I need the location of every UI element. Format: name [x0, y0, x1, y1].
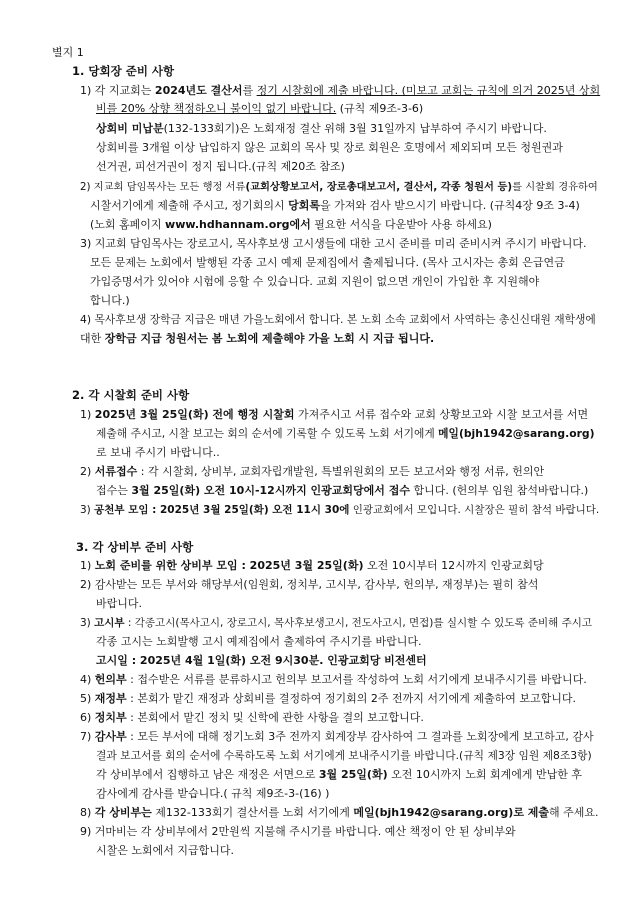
section-3-title: 3. 각 상비부 준비 사항	[76, 540, 194, 554]
s2-item2-line2: 접수는 3월 25일(화) 오전 10시-12시까지 인광교회당에서 접수 합니다. (헌의부 임원 참석바랍니다.)	[96, 484, 589, 497]
attachment-label: 별지 1	[52, 46, 84, 59]
s2-item1-line1: 1) 2025년 3월 25일(화) 전에 행정 시찰회 가져주시고 서류 접수와 교회 상황보고와 시찰 보고서를 서면	[80, 408, 589, 421]
s3-item9-line1: 9) 거마비는 각 상비부에서 2만원씩 지불해 주시기를 바랍니다. 예산 책정이 안 된 상비부와	[80, 825, 516, 838]
s3-item7-line2: 결과 보고서를 회의 순서에 수록하도록 노회 서기에게 보내주시기를 바랍니다.(규칙 제3장 임원 제8조3항)	[96, 749, 592, 762]
s3-item1-line1: 1) 노회 준비를 위한 상비부 모임 : 2025년 3월 25일(화) 오전 10시부터 12시까지 인광교회당	[80, 559, 544, 572]
s1-item4-line1: 4) 목사후보생 장학금 지급은 매년 가을노회에서 합니다. 본 노회 소속 교회에서 사역하는 총신신대원 재학생에	[80, 313, 596, 326]
s1-item1-line4: 상회비를 3개월 이상 납입하지 않은 교회의 목사 및 장로 회원은 호명에서 제외되며 모든 청원권과	[96, 141, 563, 154]
s1-item3-line4: 합니다.)	[90, 294, 130, 307]
s1-item1-line5: 선거권, 피선거권이 정지 됩니다.(규칙 제20조 참조)	[96, 160, 345, 173]
s1-item4-line2: 대한 장학금 지급 청원서는 봄 노회에 제출해야 가을 노회 시 지급 됩니다.	[80, 332, 435, 345]
section-1-title: 1. 당회장 준비 사항	[72, 64, 175, 78]
s1-item2-line1: 2) 지교회 담임목사는 모든 행정 서류(교회상황보고서, 장로총대보고서, 결산서, 각종 청원서 등)를 시찰회 경유하여	[80, 181, 598, 193]
s3-item3-exam-date: 고시일 : 2025년 4월 1일(화) 오전 9시30분. 인광교회당 비전센터	[96, 654, 427, 667]
s3-item3-line2: 각종 고시는 노회발행 고시 예제집에서 출제하여 주시기를 바랍니다.	[96, 635, 422, 648]
s2-item1-line3: 로 보내 주시기 바랍니다..	[96, 446, 220, 459]
s3-item5-line1: 5) 재정부 : 본회가 맡긴 재정과 상회비를 결정하여 정기회의 2주 전까지 서기에게 제출하여 보고합니다.	[80, 692, 577, 705]
s3-item7-line1: 7) 감사부 : 모든 부서에 대해 정기노회 3주 전까지 회계장부 감사하여 그 결과를 노회장에게 보고하고, 감사	[80, 730, 594, 743]
s2-item3-line1: 3) 공천부 모임 : 2025년 3월 25일(화) 오전 11시 30에 인광교회에서 모입니다. 시찰장은 필히 참석 바랍니다.	[80, 504, 600, 516]
s1-item1-line2: 비를 20% 상향 책정하오니 불이익 없기 바랍니다. (규칙 제9조-3-6)	[96, 102, 424, 115]
s3-item8-line1: 8) 각 상비부는 제132-133회기 결산서를 노회 서기에게 메일(bjh1942@sarang.org)로 제출해 주세요.	[80, 806, 599, 819]
s3-item6-line1: 6) 정치부 : 본회에서 맡긴 정치 및 신학에 관한 사항을 결의 보고합니다.	[80, 711, 424, 724]
s3-item9-line2: 시찰은 노회에서 지급합니다.	[96, 844, 235, 857]
s1-item2-line2: 시찰서기에게 제출해 주시고, 정기회의시 당회록을 가져와 검사 받으시기 바랍니다. (규칙4장 9조 3-4)	[90, 199, 580, 212]
s2-item1-line2: 제출해 주시고, 시찰 보고는 회의 순서에 기록할 수 있도록 노회 서기에게 메일(bjh1942@sarang.org)	[96, 427, 595, 440]
section-2-title: 2. 각 시찰회 준비 사항	[72, 388, 190, 402]
s1-item3-line3: 가입증명서가 있어야 시험에 응할 수 있습니다. 교회 지원이 없으면 개인이 가입한 후 지원해야	[90, 275, 540, 288]
s1-item3-line1: 3) 지교회 담임목사는 장로고시, 목사후보생 고시생들에 대한 고시 준비를 미리 준비시켜 주시기 바랍니다.	[80, 237, 587, 250]
s3-item7-line4: 감사에게 감사를 받습니다.( 규칙 제9조-3-(16) )	[96, 787, 330, 800]
s1-item3-line2: 모든 문제는 노회에서 발행된 각종 고시 예제 문제집에서 출제됩니다. (목사 고시자는 총회 은급연금	[90, 256, 565, 269]
s2-item2-line1: 2) 서류접수 : 각 시찰회, 상비부, 교회자립개발원, 특별위원회의 모든 보고서와 행정 서류, 헌의안	[80, 465, 545, 478]
s1-item1-line3: 상회비 미납분(132-133회기)은 노회재정 결산 위해 3월 31일까지 납부하여 주시기 바랍니다.	[96, 122, 547, 135]
s3-item7-line3: 각 상비부에서 집행하고 남은 재정은 서면으로 3월 25일(화) 오전 10시까지 노회 회계에게 반납한 후	[96, 768, 582, 781]
s1-item1-line1: 1) 각 지교회는 2024년도 결산서를 정기 시찰회에 제출 바랍니다. (미보고 교회는 규칙에 의거 2025년 상회	[80, 84, 601, 97]
s3-item3-line1: 3) 고시부 : 각종고시(목사고시, 장로고시, 목사후보생고시, 전도사고시, 면접)를 실시할 수 있도록 준비해 주시고	[80, 617, 593, 629]
s1-item2-line3: (노회 홈페이지 www.hdhannam.org에서 필요한 서식을 다운받아 사용 하세요)	[90, 218, 492, 231]
s3-item2-line2: 바랍니다.	[96, 597, 143, 610]
s3-item4-line1: 4) 헌의부 : 접수받은 서류를 분류하시고 헌의부 보고서를 작성하여 노회 서기에게 보내주시기를 바랍니다.	[80, 673, 587, 686]
s3-item2-line1: 2) 감사받는 모든 부서와 해당부서(임원회, 정치부, 고시부, 감사부, 헌의부, 재정부)는 필히 참석	[80, 578, 539, 591]
